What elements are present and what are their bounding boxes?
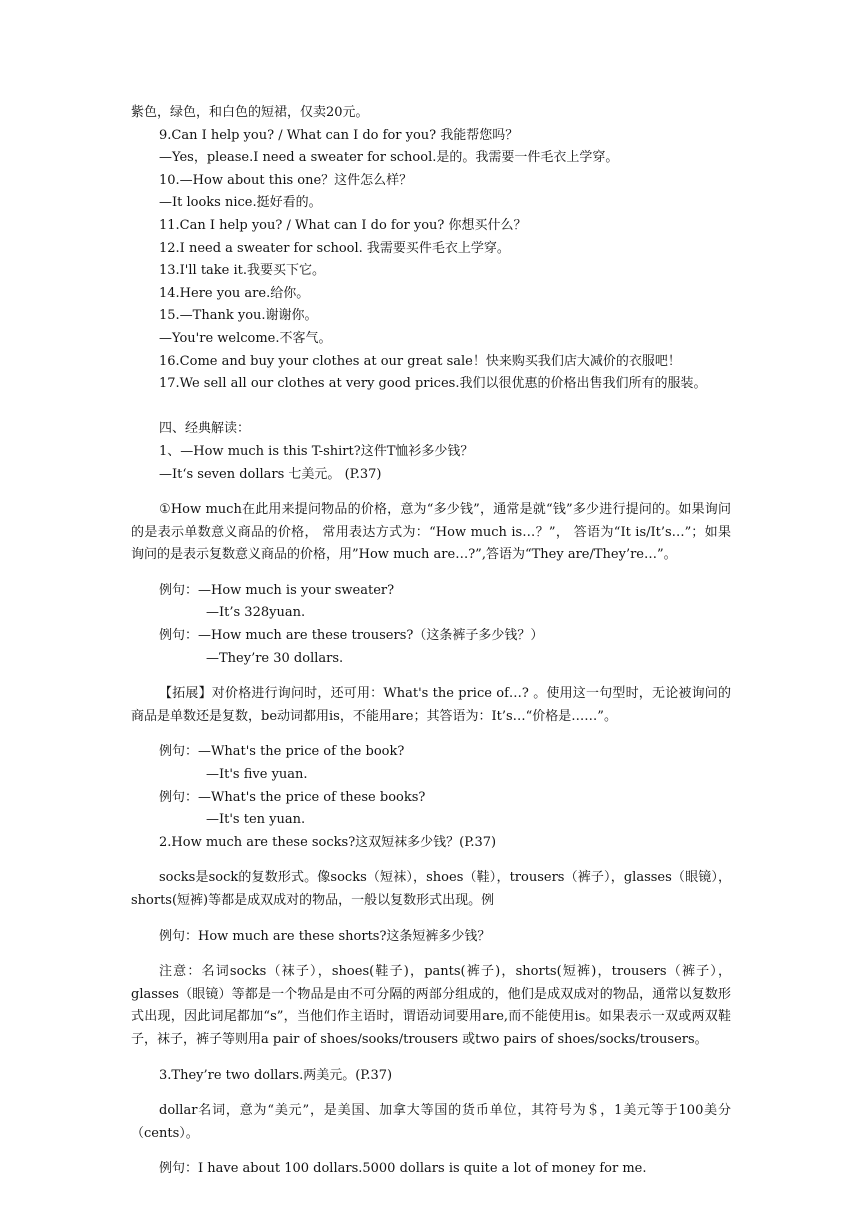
- document-body: [131, 102, 731, 1181]
- text-line: —You're welcome.不客气。: [159, 330, 332, 346]
- paragraph: dollar名词，意为“美元”，是美国、加拿大等国的货币单位，其符号为＄，1美元等于100美分（cents）。: [131, 1103, 731, 1141]
- text-line: 17.We sell all our clothes at very good prices.我们以很优惠的价格出售我们所有的服装。: [159, 376, 707, 392]
- example-line: 例句：I have about 100 dollars.5000 dollars is quite a lot of money for me.: [159, 1161, 647, 1177]
- text-line: 10.—How about this one？这件怎么样？: [159, 172, 413, 188]
- text-line: 1、—How much is this T-shirt?这件T恤衫多少钱？: [159, 443, 474, 459]
- example-line: —It's five yuan.: [206, 767, 308, 783]
- example-line: 例句：—What's the price of the book?: [159, 744, 405, 760]
- example-line: —It’s 328yuan.: [206, 605, 306, 621]
- paragraph: socks是sock的复数形式。像socks（短袜），shoes（鞋），trousers（裤子），glasses（眼镜），shorts(短裤)等都是成双成对的物品，一般以复数形式出现。例: [131, 870, 731, 908]
- text-line: 13.I'll take it.我要买下它。: [159, 263, 326, 279]
- paragraph: 注意：名词socks（袜子），shoes(鞋子)，pants(裤子)，shorts(短裤)，trousers（裤子），glasses（眼镜）等都是一个物品是由不可分隔的两部分组成的，他们是成双成对的物品，通常以复数形式出现，因此词尾都加“s”，当他们作主语时，谓语动词要用are,而不能使用is。如果表示一双或两双鞋子，袜子，裤子等则用a pair of shoes/sooks/trousers 或two pairs of shoes/socks/trousers。: [131, 964, 731, 1047]
- example-line: —It's ten yuan.: [206, 812, 306, 828]
- section-heading: 四、经典解读：: [159, 421, 251, 437]
- text-line: 16.Come and buy your clothes at our great sale！快来购买我们店大减价的衣服吧！: [159, 353, 681, 369]
- example-line: 例句：—How much is your sweater?: [159, 582, 395, 598]
- text-line: 紫色，绿色，和白色的短裙，仅卖20元。: [131, 105, 369, 120]
- blank-line: [131, 396, 731, 419]
- paragraph: 【拓展】对价格进行询问时，还可用：What's the price of…? 。使用这一句型时，无论被询问的商品是单数还是复数，be动词都用is，不能用are；其答语为：It’s…“价格是……”。: [131, 686, 731, 724]
- text-line: 14.Here you are.给你。: [159, 285, 310, 301]
- text-line: 15.—Thank you.谢谢你。: [159, 308, 318, 324]
- text-line: —Yes，please.I need a sweater for school.是的。我需要一件毛衣上学穿。: [159, 150, 619, 166]
- text-line: —It‘s seven dollars 七美元。 (P.37): [159, 466, 382, 482]
- example-line: 例句：—How much are these trousers?（这条裤子多少钱？）: [159, 628, 544, 644]
- text-line: 12.I need a sweater for school. 我需要买件毛衣上学穿。: [159, 240, 510, 256]
- paragraph: ①How much在此用来提问物品的价格，意为“多少钱”，通常是就“钱”多少进行提问的。如果询问的是表示单数意义商品的价格， 常用表达方式为：“How much is…？”， 答语为“It is/It’s…”；如果询问的是表示复数意义商品的价格，用”How much are…?”,答语为“They are/They’re…”。: [131, 502, 731, 563]
- example-line: 例句：How much are these shorts?这条短裤多少钱？: [159, 928, 491, 944]
- text-line: 3.They’re two dollars.两美元。(P.37): [159, 1067, 393, 1083]
- example-line: —They’re 30 dollars.: [206, 650, 344, 666]
- text-line: —It looks nice.挺好看的。: [159, 195, 322, 211]
- text-line: 11.Can I help you? / What can I do for you? 你想买什么？: [159, 217, 527, 233]
- text-line: 9.Can I help you? / What can I do for you? 我能帮您吗？: [159, 127, 519, 143]
- example-line: 例句：—What's the price of these books?: [159, 789, 426, 805]
- text-line: 2.How much are these socks?这双短袜多少钱？(P.37): [159, 834, 497, 850]
